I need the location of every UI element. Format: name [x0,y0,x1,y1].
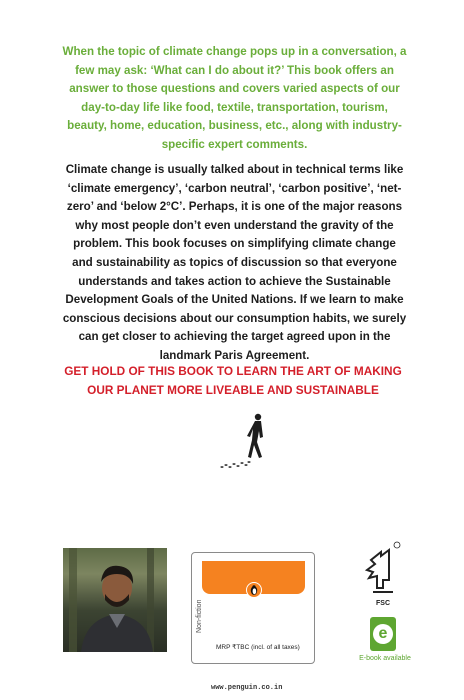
ebook-icon [370,617,396,651]
mrp-label: MRP ₹TBC (incl. of all taxes) [216,644,300,651]
author-photo [63,548,167,652]
genre-label: Non-fiction [196,599,203,633]
walking-man-footprints-icon [218,411,276,469]
ebook-label: E-book available [359,655,411,662]
ebook-letter: e [373,624,393,644]
fsc-label: FSC [376,600,390,607]
fsc-tree-icon [363,540,403,600]
penguin-orange-band [202,561,305,594]
green-blurb: When the topic of climate change pops up in a conversation, a few may ask: ‘What can I do about it?’ This book offers an answer to those questions and covers varied aspects of our day-to-day life like food, textile, transportation, tourism, beauty, home, education, business, etc., along with industry-specific expert comments. [62,45,407,151]
description-paragraph: Climate change is usually talked about in technical terms like ‘climate emergency’, ‘carbon neutral’, ‘carbon positive’, ‘net-zero’ and ‘below 2°C’. Perhaps, it is one of the major reasons why most people don’t even understand the gravity of the problem. This book focuses on simplifying climate change and sustainability as topics of discussion so that everyone understands and takes action to achieve the Sustainable Development Goals of the United Nations. If we learn to make conscious decisions about our consumption habits, we surely can get closer to achieving the target agreed upon in the landmark Paris Agreement. [62,163,407,362]
call-to-action: GET HOLD OF THIS BOOK TO LEARN THE ART OF MAKING OUR PLANET MORE LIVEABLE AND SUSTAINABLE [64,364,402,397]
penguin-logo-icon [246,582,262,598]
price-box [191,552,315,664]
publisher-url: www.penguin.co.in [211,684,283,692]
